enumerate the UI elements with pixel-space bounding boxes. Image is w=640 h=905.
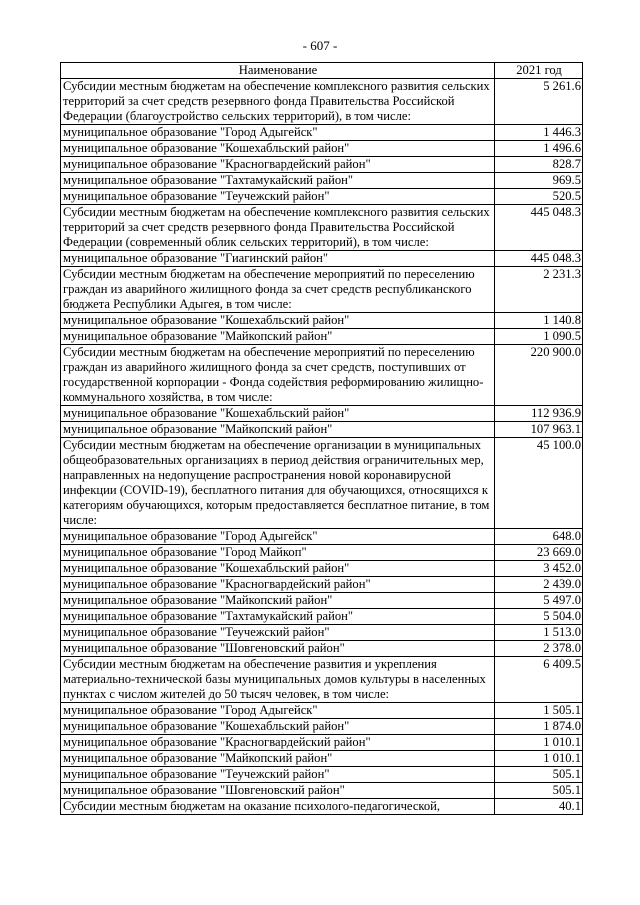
table-row (61, 529, 583, 545)
page-number: - 607 - (302, 38, 338, 53)
row-value: 1 446.3 (495, 125, 583, 141)
budget-table (60, 62, 583, 815)
table-row (61, 125, 583, 141)
row-name: муниципальное образование "Кошехабльский район" (61, 561, 495, 577)
row-name: муниципальное образование "Теучежский район" (61, 625, 495, 641)
row-name: Субсидии местным бюджетам на обеспечение организации в муниципальных общеобразовательных организациях в период действия ограничительных мер, направленных на недопущение распространения новой коронавирусной инфекции (COVID-19), бесплатного питания для обучающихся, относящихся к категориям обучающихся, которым предоставляется бесплатное питание, в том числе: (61, 438, 495, 529)
row-value: 1 496.6 (495, 141, 583, 157)
row-value: 2 439.0 (495, 577, 583, 593)
row-name: муниципальное образование "Город Адыгейск" (61, 529, 495, 545)
table-row (61, 751, 583, 767)
table-row (61, 735, 583, 751)
row-name: Субсидии местным бюджетам на обеспечение комплексного развития сельских территорий за счет средств резервного фонда Правительства Российской Федерации (благоустройство сельских территорий), в том числе: (61, 79, 495, 125)
table-row (61, 406, 583, 422)
row-name: муниципальное образование "Город Адыгейск" (61, 125, 495, 141)
row-value: 1 010.1 (495, 735, 583, 751)
row-name: Субсидии местным бюджетам на обеспечение мероприятий по переселению граждан из аварийного жилищного фонда за счет средств республиканского бюджета Республики Адыгея, в том числе: (61, 267, 495, 313)
table-row (61, 783, 583, 799)
table-row (61, 267, 583, 313)
table-row (61, 545, 583, 561)
row-value: 505.1 (495, 783, 583, 799)
row-name: муниципальное образование "Майкопский район" (61, 593, 495, 609)
table-row (61, 561, 583, 577)
row-name: Субсидии местным бюджетам на обеспечение комплексного развития сельских территорий за счет средств резервного фонда Правительства Российской Федерации (современный облик сельских территорий), в том числе: (61, 205, 495, 251)
row-value: 1 505.1 (495, 703, 583, 719)
table-body (61, 79, 583, 815)
row-value: 112 936.9 (495, 406, 583, 422)
row-name: муниципальное образование "Красногвардейский район" (61, 735, 495, 751)
table-row (61, 329, 583, 345)
row-value: 1 140.8 (495, 313, 583, 329)
row-value: 220 900.0 (495, 345, 583, 406)
row-value: 1 010.1 (495, 751, 583, 767)
row-value: 2 231.3 (495, 267, 583, 313)
table-row (61, 205, 583, 251)
row-value: 45 100.0 (495, 438, 583, 529)
row-value: 1 090.5 (495, 329, 583, 345)
table-row (61, 79, 583, 125)
table-row (61, 173, 583, 189)
row-value: 445 048.3 (495, 251, 583, 267)
row-value: 5 504.0 (495, 609, 583, 625)
row-name: муниципальное образование "Кошехабльский район" (61, 406, 495, 422)
table-row (61, 641, 583, 657)
row-name: муниципальное образование "Майкопский район" (61, 422, 495, 438)
table-row (61, 767, 583, 783)
row-name: муниципальное образование "Кошехабльский район" (61, 719, 495, 735)
row-name: муниципальное образование "Майкопский район" (61, 329, 495, 345)
row-value: 648.0 (495, 529, 583, 545)
row-name: муниципальное образование "Город Майкоп" (61, 545, 495, 561)
table-row (61, 251, 583, 267)
row-name: муниципальное образование "Красногвардейский район" (61, 157, 495, 173)
row-name: муниципальное образование "Кошехабльский район" (61, 141, 495, 157)
table-row (61, 719, 583, 735)
row-name: Субсидии местным бюджетам на обеспечение развития и укрепления материально-технической базы муниципальных домов культуры в населенных пунктах с числом жителей до 50 тысяч человек, в том числе: (61, 657, 495, 703)
table-row (61, 609, 583, 625)
row-value: 505.1 (495, 767, 583, 783)
table-row (61, 345, 583, 406)
table-row (61, 189, 583, 205)
row-name: муниципальное образование "Шовгеновский район" (61, 783, 495, 799)
row-name: муниципальное образование "Теучежский район" (61, 767, 495, 783)
row-name: муниципальное образование "Теучежский район" (61, 189, 495, 205)
row-name: муниципальное образование "Шовгеновский район" (61, 641, 495, 657)
column-header-name: Наименование (61, 63, 495, 79)
column-header-year: 2021 год (495, 63, 583, 79)
row-value: 3 452.0 (495, 561, 583, 577)
row-name: Субсидии местным бюджетам на оказание психолого-педагогической, (61, 799, 495, 815)
row-name: муниципальное образование "Красногвардейский район" (61, 577, 495, 593)
row-value: 5 261.6 (495, 79, 583, 125)
row-name: муниципальное образование "Город Адыгейск" (61, 703, 495, 719)
row-value: 6 409.5 (495, 657, 583, 703)
table-row (61, 577, 583, 593)
table-row (61, 593, 583, 609)
row-value: 40.1 (495, 799, 583, 815)
row-value: 5 497.0 (495, 593, 583, 609)
row-name: муниципальное образование "Тахтамукайский район" (61, 173, 495, 189)
table-row (61, 703, 583, 719)
row-value: 107 963.1 (495, 422, 583, 438)
row-name: Субсидии местным бюджетам на обеспечение мероприятий по переселению граждан из аварийного жилищного фонда за счет средств, поступивших от государственной корпорации - Фонда содействия реформированию жилищно-коммунального хозяйства, в том числе: (61, 345, 495, 406)
table-row (61, 313, 583, 329)
table-row (61, 799, 583, 815)
row-name: муниципальное образование "Гиагинский район" (61, 251, 495, 267)
row-value: 1 874.0 (495, 719, 583, 735)
table-row (61, 438, 583, 529)
row-name: муниципальное образование "Тахтамукайский район" (61, 609, 495, 625)
row-value: 23 669.0 (495, 545, 583, 561)
row-value: 2 378.0 (495, 641, 583, 657)
row-value: 969.5 (495, 173, 583, 189)
row-name: муниципальное образование "Кошехабльский район" (61, 313, 495, 329)
table-row (61, 422, 583, 438)
row-value: 1 513.0 (495, 625, 583, 641)
table-row (61, 657, 583, 703)
row-value: 520.5 (495, 189, 583, 205)
row-name: муниципальное образование "Майкопский район" (61, 751, 495, 767)
row-value: 828.7 (495, 157, 583, 173)
table-row (61, 141, 583, 157)
table-header-row (61, 63, 583, 79)
table-row (61, 157, 583, 173)
table-row (61, 625, 583, 641)
row-value: 445 048.3 (495, 205, 583, 251)
